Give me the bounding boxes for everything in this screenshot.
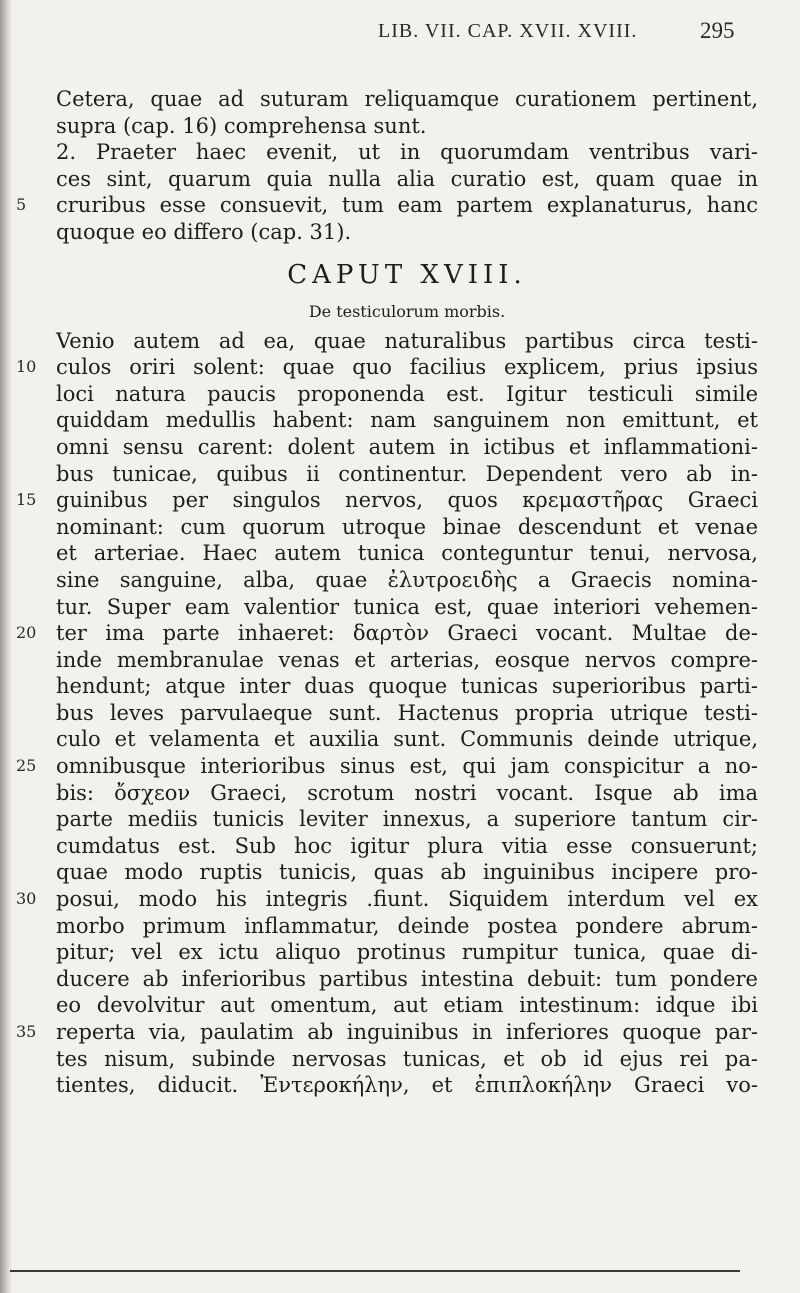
line-text: tes nisum, subinde nervosas tunicas, et ob id ejus rei pa-	[56, 1046, 758, 1071]
text-line	[56, 86, 758, 113]
line-text: guinibus per singulos nervos, quos κρεμαστῆρας Graeci	[56, 488, 758, 513]
line-text: tur. Super eam valentior tunica est, quae interiori vehemen-	[56, 594, 758, 619]
line-text: ces sint, quarum quia nulla alia curatio est, quam quae in	[56, 166, 758, 191]
line-text: quiddam medullis habent: nam sanguinem non emittunt, et	[56, 408, 758, 433]
line-text: inde membranulae venas et arterias, eosque nervos compre-	[56, 647, 758, 672]
text-line	[56, 1152, 758, 1179]
line-text: eo devolvitur aut omentum, aut etiam intestinum: idque ibi	[56, 993, 758, 1018]
text-line	[56, 381, 758, 408]
text-line	[56, 1099, 758, 1126]
line-text: ducere ab inferioribus partibus intestina debuit: tum pondere	[56, 966, 758, 991]
line-text: parte mediis tunicis leviter innexus, a superiore tantum cir-	[56, 807, 758, 832]
text-line	[56, 113, 758, 140]
text-body	[16, 86, 758, 1258]
running-head: LIB. VII. CAP. XVII. XVIII.	[378, 20, 638, 42]
line-text: posui, modo his integris .fiunt. Siquidem interdum vel ex	[56, 887, 758, 912]
line-text: morbo primum inflammatur, deinde postea pondere abrum-	[56, 913, 758, 938]
text-line	[56, 139, 758, 166]
text-line	[56, 859, 758, 886]
text-line	[16, 487, 758, 514]
text-line	[56, 1125, 758, 1152]
text-line	[56, 1046, 758, 1073]
line-text: cruribus esse consuevit, tum eam partem explanaturus, hanc	[56, 193, 758, 218]
line-text: reperta via, paulatim ab inguinibus in inferiores quoque par-	[56, 1020, 758, 1044]
paragraph-cap-xvii-end	[16, 86, 758, 246]
text-line	[56, 913, 758, 940]
line-number: 5	[16, 195, 27, 215]
text-line	[56, 514, 758, 541]
line-number: 30	[16, 889, 37, 909]
line-number: 25	[16, 756, 37, 776]
line-text: quoque eo differo (cap. 31).	[56, 219, 352, 244]
text-line	[56, 567, 758, 594]
line-text: Cetera, quae ad suturam reliquamque curationem pertinent,	[56, 87, 758, 111]
chapter-subtitle: De testiculorum morbis.	[308, 301, 506, 321]
line-text: 2. Praeter haec evenit, ut in quorumdam ventribus vari-	[56, 140, 758, 165]
line-text: ter ima parte inhaeret: δαρτὸν Graeci vocant. Multae de-	[56, 621, 758, 646]
line-text: omnibusque interioribus sinus est, qui jam conspicitur a no-	[56, 754, 758, 779]
text-line	[16, 620, 758, 647]
text-line	[56, 647, 758, 674]
page-number: 295	[700, 18, 735, 43]
text-line	[16, 1019, 758, 1046]
text-line	[56, 461, 758, 488]
line-text: pitur; vel ex ictu aliquo protinus rumpitur tunica, quae di-	[56, 940, 758, 965]
text-line	[56, 1232, 758, 1259]
line-text: nominant: cum quorum utroque binae descendunt et venae	[56, 514, 758, 539]
line-text: culo et velamenta et auxilia sunt. Communis deinde utrique,	[56, 727, 758, 752]
text-line	[16, 354, 758, 381]
line-number: 35	[16, 1022, 37, 1041]
text-line	[56, 833, 758, 860]
text-line	[56, 806, 758, 833]
text-line	[56, 1205, 758, 1232]
text-line	[56, 992, 758, 1019]
line-text: bus leves parvulaeque sunt. Hactenus propria utrique testi-	[56, 700, 758, 725]
line-text: bus tunicae, quibus ii continentur. Dependent vero ab in-	[56, 461, 758, 486]
line-text: loci natura paucis proponenda est. Igitur testiculi simile	[56, 381, 758, 406]
page-bottom-edge	[10, 1270, 740, 1272]
text-line	[56, 407, 758, 434]
line-text: bis: ὄσχεον Graeci, scrotum nostri vocant. Isque ab ima	[56, 780, 758, 805]
paragraph-cap-xviii	[16, 328, 758, 1259]
text-line	[56, 434, 758, 461]
text-line	[56, 219, 758, 246]
text-line	[56, 328, 758, 355]
text-line	[16, 753, 758, 780]
line-number: 10	[16, 357, 37, 377]
text-line	[56, 966, 758, 993]
text-line	[56, 540, 758, 567]
line-text: omni sensu carent: dolent autem in ictibus et inflammationi-	[56, 434, 758, 459]
line-text: cumdatus est. Sub hoc igitur plura vitia esse consuerunt;	[56, 833, 758, 858]
text-line	[56, 700, 758, 727]
line-number: 15	[16, 490, 37, 510]
text-line	[56, 780, 758, 807]
line-text: sine sanguine, alba, quae ἐλυτροειδὴς a Graecis nomina-	[56, 567, 758, 592]
line-text: tientes, diducit. Ἐντεροκήλην, et ἐπιπλοκήλην Graeci vo-	[56, 1073, 758, 1098]
text-line	[56, 939, 758, 966]
chapter-heading: CAPUT XVIII.	[287, 259, 527, 290]
text-line	[56, 166, 758, 193]
text-line	[56, 673, 758, 700]
line-text: Venio autem ad ea, quae naturalibus partibus circa testi-	[56, 328, 758, 353]
line-text: quae modo ruptis tunicis, quas ab inguinibus incipere pro-	[56, 860, 758, 885]
text-line	[56, 726, 758, 753]
line-number: 20	[16, 623, 37, 643]
text-line	[56, 594, 758, 621]
text-line	[16, 192, 758, 219]
line-text: supra (cap. 16) comprehensa sunt.	[56, 113, 427, 138]
text-line	[16, 886, 758, 913]
line-text: culos oriri solent: quae quo facilius explicem, prius ipsius	[56, 355, 758, 380]
line-text: hendunt; atque inter duas quoque tunicas superioribus parti-	[56, 674, 758, 699]
line-text: et arteriae. Haec autem tunica conteguntur tenui, nervosa,	[56, 541, 758, 566]
text-line	[56, 1179, 758, 1206]
text-line	[56, 1072, 758, 1099]
